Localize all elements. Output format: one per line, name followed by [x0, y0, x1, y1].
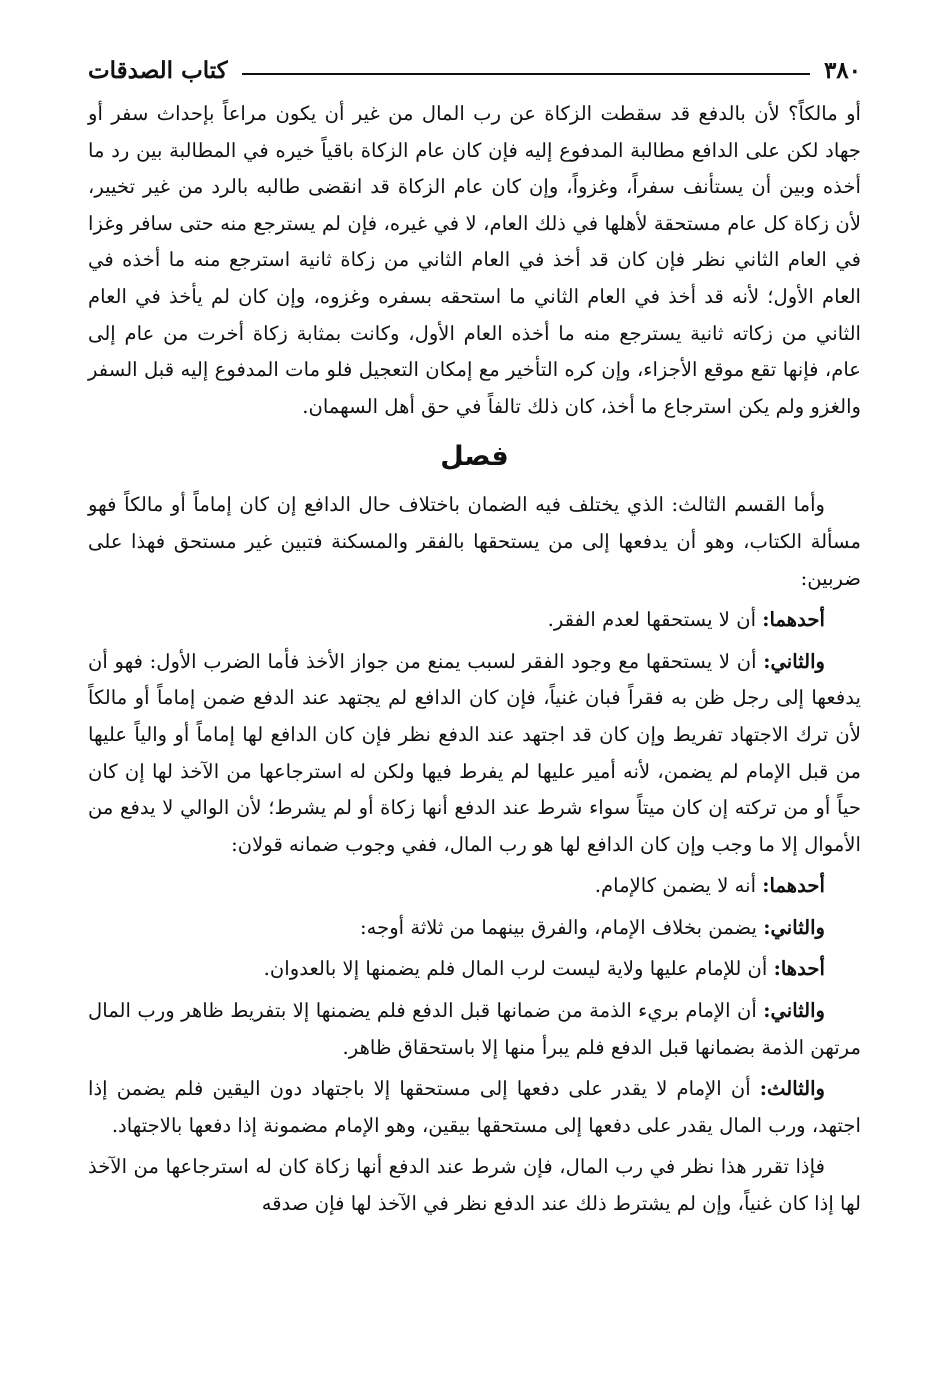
page-number: ٣٨٠	[823, 56, 861, 84]
paragraph-text: يضمن بخلاف الإمام، والفرق بينهما من ثلاثة أوجه:	[360, 915, 757, 939]
paragraph	[88, 1071, 861, 1144]
paragraph	[88, 487, 861, 597]
paragraph-lead: والثاني:	[763, 915, 825, 939]
paragraph-lead: أحدها:	[773, 957, 825, 981]
paragraph-text: أو مالكاً؟ لأن بالدفع قد سقطت الزكاة عن رب المال من غير أن يكون مراعاً بإحداث سفر أو جهاد لكن على الدافع مطالبة المدفوع إليه فإن كان عام الزكاة باقياً خيره في المطالبة بين رد ما أخذه وبين أن يستأنف سفراً، وغزواً، وإن كان عام الزكاة قد انقضى طالبه بالرد من غير تخيير، لأن زكاة كل عام مستحقة لأهلها في ذلك العام، لا في غيره، فإن لم يسترجع منه حتى سافر وغزا في العام الثاني نظر فإن كان قد أخذ في العام الثاني من زكاة ثانية استرجع منه ما أخذه في العام الأول؛ لأنه قد أخذ في العام الثاني ما استحقه بسفره وغزوه، وإن كان لم يأخذ في العام الثاني من زكاته ثانية يسترجع منه ما أخذه العام الأول، وكانت بمثابة زكاة أخرت من عام إلى عام، فإنها تقع موقع الأجزاء، وإن كره التأخير مع إمكان التعجيل فلو مات المدفوع إليه قبل السفر والغزو ولم يكن استرجاع ما أخذ، كان ذلك تالفاً في حق أهل السهمان.	[88, 102, 861, 418]
paragraph	[88, 868, 861, 905]
paragraph-text: أن الإمام لا يقدر على دفعها إلى مستحقها إلا باجتهاد دون اليقين فلم يضمن إذا اجتهد، ورب المال يقدر على دفعها إلى مستحقها بيقين، وهو الإمام مضمونة إذا دفعها بالاجتهاد.	[88, 1077, 861, 1137]
running-header	[88, 50, 861, 90]
paragraph-text: أن لا يستحقها لعدم الفقر.	[547, 608, 757, 632]
paragraph	[88, 1149, 861, 1222]
paragraph-text: أن لا يستحقها مع وجود الفقر لسبب يمنع من جواز الأخذ فأما الضرب الأول: فهو أن يدفعها إلى رجل ظن به فقراً فبان غنياً، فإن كان الدافع لم يجتهد عند الدفع ضمن إماماً أو مالكاً لأن ترك الاجتهاد تفريط وإن كان قد اجتهد عند الدفع نظر فإن كان الدافع لها إماماً أو والياً عليها من قبل الإمام لم يضمن، لأنه أمير عليها لم يفرط فيها ولكن له استرجاعها من الآخذ لها إن كان حياً أو من تركته إن كان ميتاً سواء شرط عند الدفع أنها زكاة أو لم يشرط؛ لأن الوالي لا يدفع من الأموال إلا ما وجب وإن كان الدافع لها هو رب المال، ففي وجوب ضمانه قولان:	[88, 649, 861, 856]
book-title: كتاب الصدقات	[88, 56, 228, 84]
paragraph-lead: والثاني:	[763, 649, 825, 673]
header-rule	[242, 73, 810, 75]
paragraph-text: وأما القسم الثالث: الذي يختلف فيه الضمان باختلاف حال الدافع إن كان إماماً أو مالكاً فهو مسألة الكتاب، وهو أن يدفعها إلى من يستحقها بالفقر والمسكنة فتبين غير مستحق فهذا على ضربين:	[88, 493, 861, 590]
paragraph-text: أن الإمام بريء الذمة من ضمانها قبل الدفع فلم يضمنها إلا بتفريط ظاهر ورب المال مرتهن الذمة بضمانها قبل الدفع فلم يبرأ منها إلا باستحقاق ظاهر.	[88, 999, 861, 1059]
paragraph-lead: أحدهما:	[762, 608, 825, 632]
paragraph-text: أنه لا يضمن كالإمام.	[594, 874, 757, 898]
paragraph-lead: والثاني:	[763, 999, 825, 1023]
section-heading: فصل	[440, 441, 509, 473]
paragraph-lead: والثالث:	[759, 1077, 825, 1101]
paragraph-lead: أحدهما:	[762, 874, 825, 898]
paragraph	[88, 951, 861, 988]
paragraph	[88, 96, 861, 425]
paragraph	[88, 644, 861, 864]
paragraph-text: أن للإمام عليها ولاية ليست لرب المال فلم يضمنها إلا بالعدوان.	[263, 957, 768, 981]
body-text	[88, 96, 861, 1223]
paragraph	[88, 993, 861, 1066]
paragraph	[88, 910, 861, 947]
paragraph	[88, 602, 861, 639]
paragraph-text: فإذا تقرر هذا نظر في رب المال، فإن شرط عند الدفع أنها زكاة كان له استرجاعها من الآخذ لها إذا كان غنياً، وإن لم يشترط ذلك عند الدفع نظر في الآخذ لها فإن صدقه	[88, 1155, 861, 1216]
